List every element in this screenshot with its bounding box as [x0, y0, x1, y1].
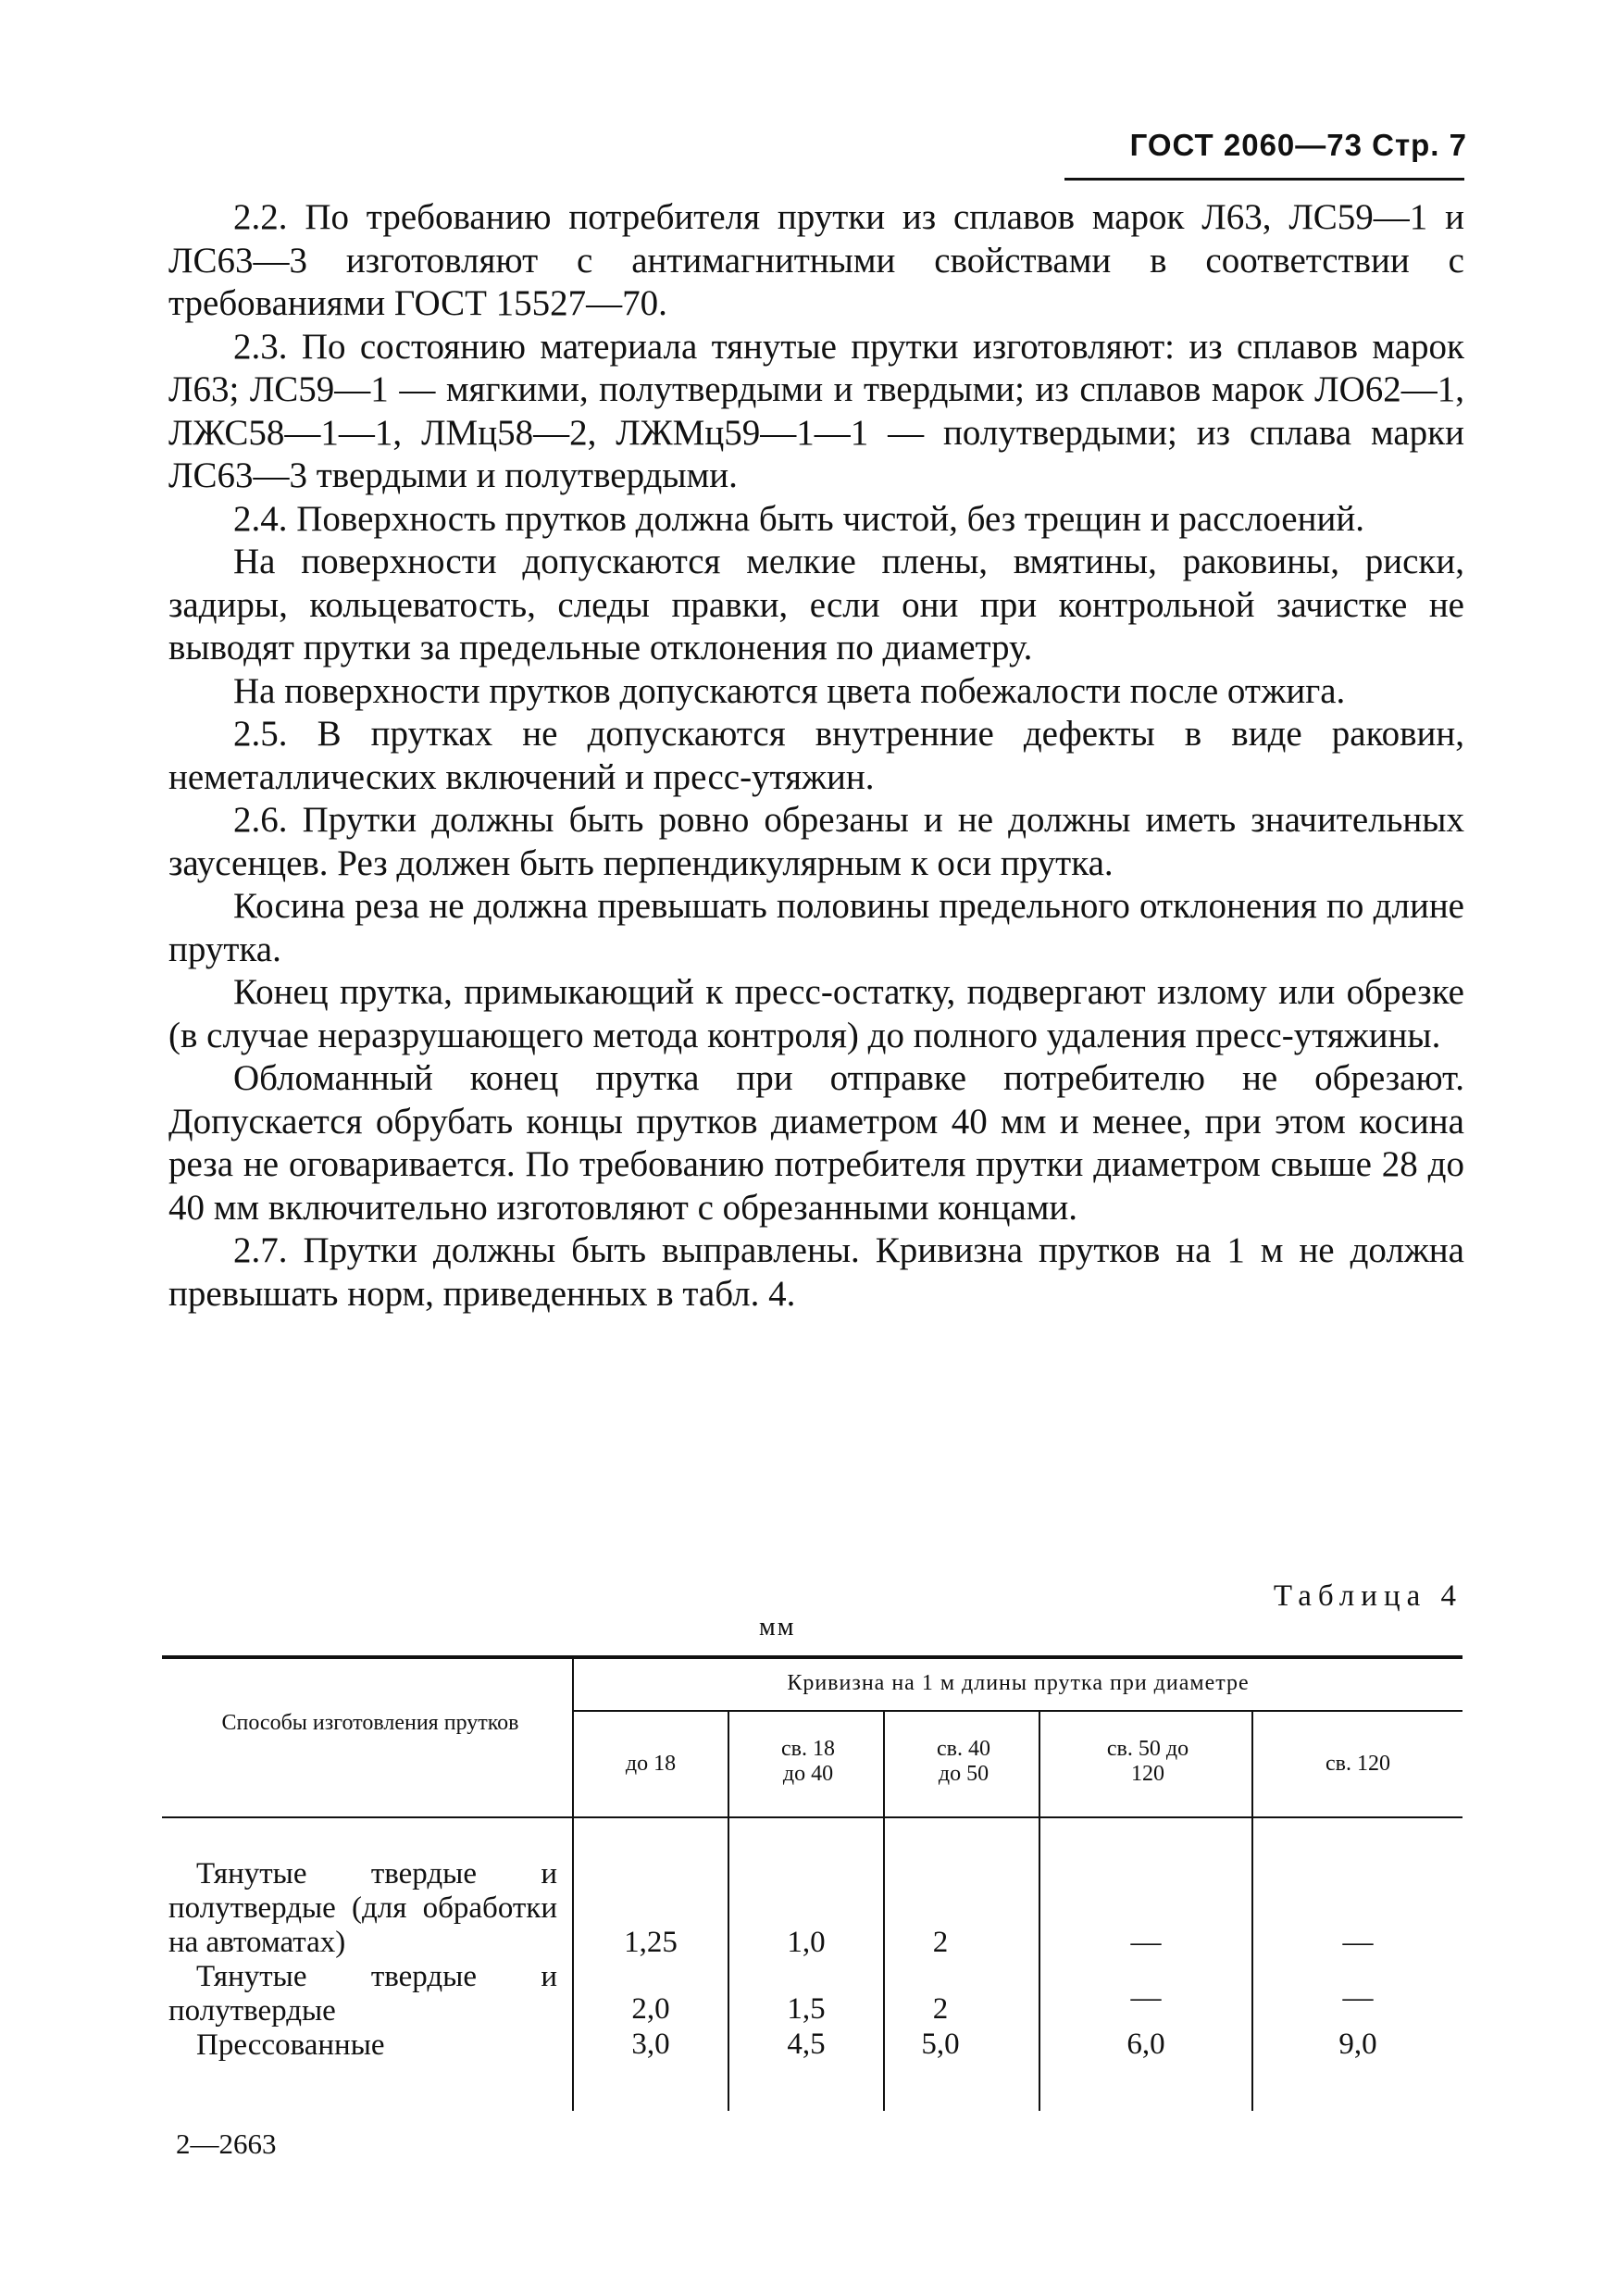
body-text [168, 196, 1464, 1316]
paragraph-bar-end: Конец прутка, примыкающий к пресс-остатку, подвергают излому или обрезке (в случае неразрушающего метода контроля) до полного удаления пресс-утяжины. [168, 972, 1464, 1055]
cell-r0-c0: 1,25 [624, 1926, 678, 1959]
col-header-method: Способы изготовления прутков [221, 1711, 519, 1735]
paragraph-2-5: 2.5. В прутках не допускаются внутренние дефекты в виде раковин, неметаллических включений и пресс-утяжин. [168, 714, 1464, 797]
cell-r2-c4: 9,0 [1338, 2028, 1377, 2061]
row-label-2: Прессованные [196, 2028, 385, 2062]
row-label-1: Тянутые твердые и полутвердые [168, 1960, 557, 2028]
paragraph-cut-slant: Косина реза не должна превышать половины предельного отклонения по длине прутка. [168, 886, 1464, 969]
cell-r2-c0: 3,0 [631, 2028, 670, 2061]
cell-r2-c3: 6,0 [1126, 2028, 1165, 2061]
cell-r1-c1: 1,5 [787, 1992, 826, 2026]
page-footer-code: 2—2663 [176, 2128, 277, 2160]
page-header: ГОСТ 2060—73 Стр. 7 [1129, 128, 1467, 162]
cell-r1-c4: — [1342, 1981, 1374, 2015]
table-units: мм [759, 1613, 796, 1641]
cell-r1-c2: 2 [932, 1992, 949, 2026]
col-header-3: св. 50 до 120 [1106, 1737, 1189, 1786]
cell-r2-c2: 5,0 [921, 2028, 960, 2061]
cell-r2-c1: 4,5 [787, 2028, 826, 2061]
col-header-0: до 18 [625, 1752, 677, 1776]
paragraph-2-2: 2.2. По требованию потребителя прутки из сплавов марок Л63, ЛС59—1 и ЛС63—3 изготовляют с антимагнитными свойствами в соответствии с требованиями ГОСТ 15527—70. [168, 197, 1464, 323]
paragraph-2-6: 2.6. Прутки должны быть ровно обрезаны и не должны иметь значительных заусенцев. Рез должен быть перпендикулярным к оси прутка. [168, 800, 1464, 883]
col-header-2: св. 40 до 50 [937, 1737, 990, 1786]
paragraph-broken-end: Обломанный конец прутка при отправке потребителю не обрезают. Допускается обрубать концы прутков диаметром 40 мм и менее, при этом косина реза не оговаривается. По требованию потребителя прутки диаметром свыше 28 до 40 мм включительно изготовляют с обрезанными концами. [168, 1058, 1464, 1228]
header-rule [1064, 178, 1464, 181]
paragraph-temper-colors: На поверхности прутков допускаются цвета побежалости после отжига. [233, 670, 1346, 711]
table-group-rule [574, 1710, 1462, 1712]
col-header-1: св. 18 до 40 [781, 1737, 835, 1786]
cell-r1-c0: 2,0 [631, 1992, 670, 2026]
table-header-bottom-rule [162, 1816, 1462, 1818]
paragraph-2-3: 2.3. По состоянию материала тянутые прутки изготовляют: из сплавов марок Л63; ЛС59—1 — мягкими, полутвердыми и твердыми; из сплавов марок ЛО62—1, ЛЖС58—1—1, ЛМц58—2, ЛЖМц59—1—1 — полутвердыми; из сплава марки ЛС63—3 твердыми и полутвердыми. [168, 326, 1464, 495]
paragraph-2-4: 2.4. Поверхность прутков должна быть чистой, без трещин и расслоений. [233, 498, 1364, 539]
cell-r1-c3: — [1130, 1981, 1162, 2015]
paragraph-surface-defects: На поверхности допускаются мелкие плены, вмятины, раковины, риски, задиры, кольцеватость, следы правки, если они при контрольной зачистке не выводят прутки за предельные отклонения по диаметру. [168, 542, 1464, 668]
row-label-0: Тянутые твердые и полутвердые (для обработки на автоматах) [168, 1857, 557, 1959]
paragraph-2-7: 2.7. Прутки должны быть выправлены. Кривизна прутков на 1 м не должна превышать норм, приведенных в табл. 4. [168, 1230, 1464, 1314]
table-caption: Таблица 4 [1273, 1579, 1462, 1613]
table-top-rule [162, 1655, 1462, 1659]
cell-r0-c1: 1,0 [787, 1926, 826, 1959]
cell-r0-c4: — [1342, 1926, 1374, 1959]
cell-r0-c2: 2 [932, 1926, 949, 1959]
group-header-curvature: Кривизна на 1 м длины прутка при диаметре [787, 1671, 1250, 1695]
cell-r0-c3: — [1130, 1926, 1162, 1959]
col-header-4: св. 120 [1326, 1752, 1390, 1776]
